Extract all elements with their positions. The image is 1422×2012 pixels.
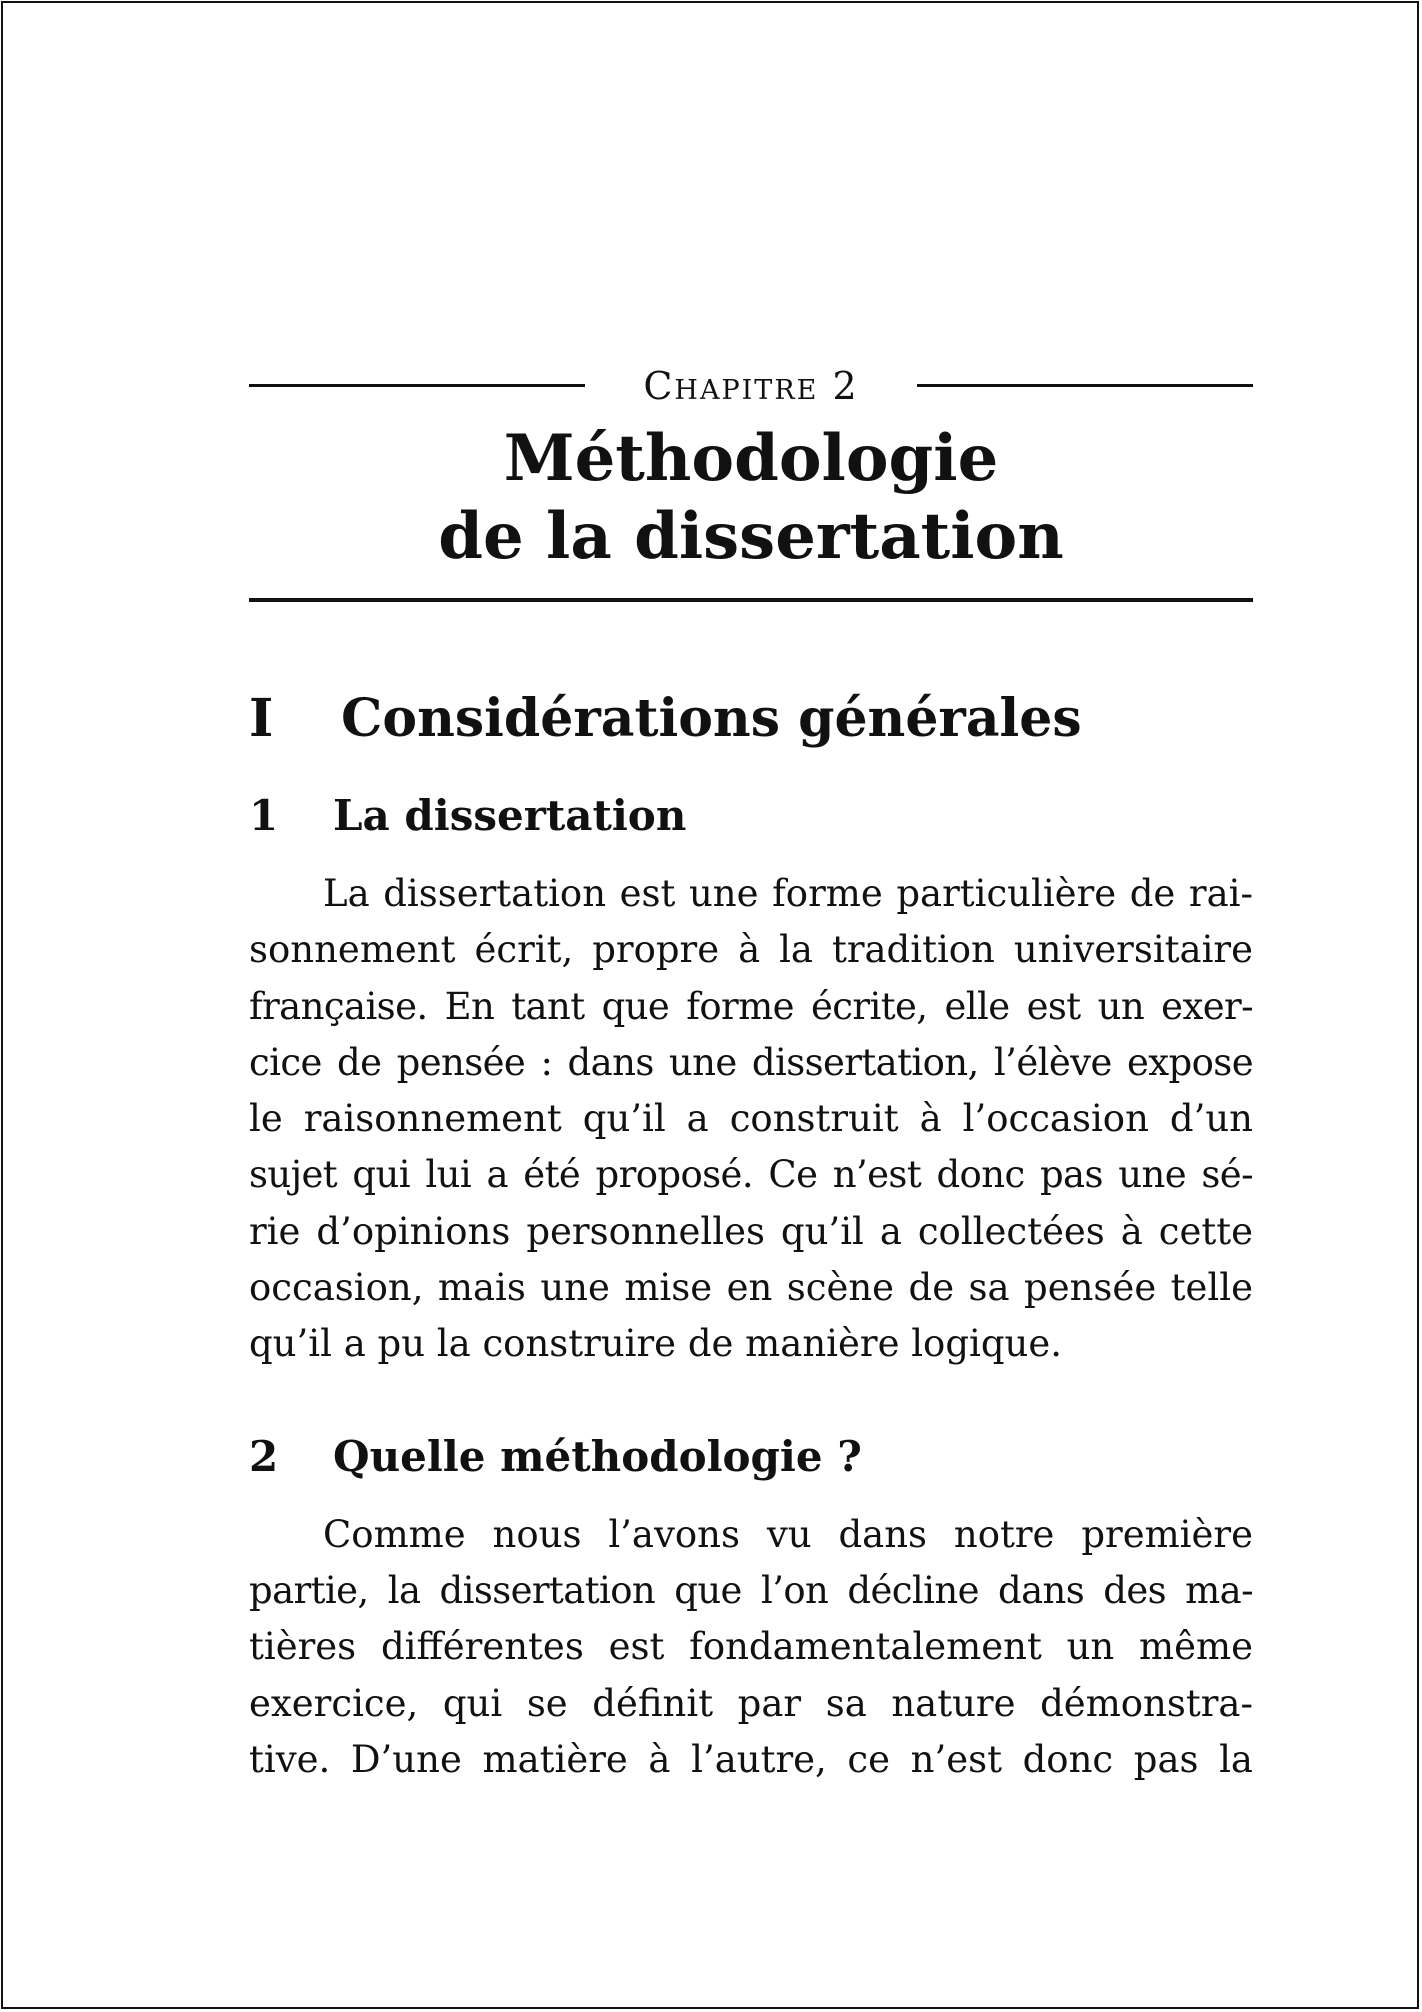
paragraph-line: cice de pensée : dans une dissertation, l’élève expose [249, 1040, 1253, 1084]
paragraph-line: française. En tant que forme écrite, elle est un exer- [249, 984, 1253, 1028]
paragraph-line: rie d’opinions personnelles qu’il a collectées à cette [249, 1209, 1253, 1253]
subsection-heading-1 [249, 790, 1253, 842]
chapter-rule-left [249, 384, 585, 387]
paragraph-line: sujet qui lui a été proposé. Ce n’est donc pas une sé- [249, 1153, 1253, 1197]
chapter-title-line-1: Méthodologie [503, 421, 999, 496]
paragraph-line: exercice, qui se définit par sa nature démonstra- [249, 1681, 1253, 1725]
chapter-bottom-rule [249, 598, 1253, 602]
paragraph-line: tive. D’une matière à l’autre, ce n’est donc pas la [249, 1737, 1253, 1781]
chapter-title-line-2: de la dissertation [438, 499, 1064, 574]
subsection-heading-2 [249, 1431, 1253, 1483]
subsection-title: Quelle méthodologie ? [333, 1431, 862, 1481]
paragraph-line: qu’il a pu la construire de manière logique. [249, 1322, 1063, 1366]
chapter-title [249, 420, 1253, 576]
paragraph-line: Comme nous l’avons vu dans notre première [323, 1512, 1253, 1556]
page-content [249, 360, 1253, 1788]
subsection-title: La dissertation [333, 791, 687, 840]
paragraph-1 [249, 866, 1253, 1373]
paragraph-line: occasion, mais une mise en scène de sa pensée telle [249, 1266, 1253, 1310]
section-title: Considérations générales [341, 688, 1082, 749]
chapter-header [249, 360, 1253, 412]
chapter-label: Chapitre 2 [619, 360, 882, 412]
subsection-number: 2 [249, 1431, 279, 1481]
paragraph-line: partie, la dissertation que l’on décline dans des ma- [249, 1568, 1253, 1612]
paragraph-line: le raisonnement qu’il a construit à l’occasion d’un [249, 1097, 1253, 1141]
paragraph-2 [249, 1507, 1253, 1788]
paragraph-line: La dissertation est une forme particulière de rai- [323, 872, 1253, 915]
chapter-rule-right [917, 384, 1253, 387]
section-heading [249, 688, 1253, 750]
section-number: I [249, 688, 274, 749]
subsection-number: 1 [249, 791, 279, 840]
paragraph-line: tières différentes est fondamentalement un même [249, 1625, 1253, 1669]
paragraph-line: sonnement écrit, propre à la tradition universitaire [249, 928, 1253, 972]
